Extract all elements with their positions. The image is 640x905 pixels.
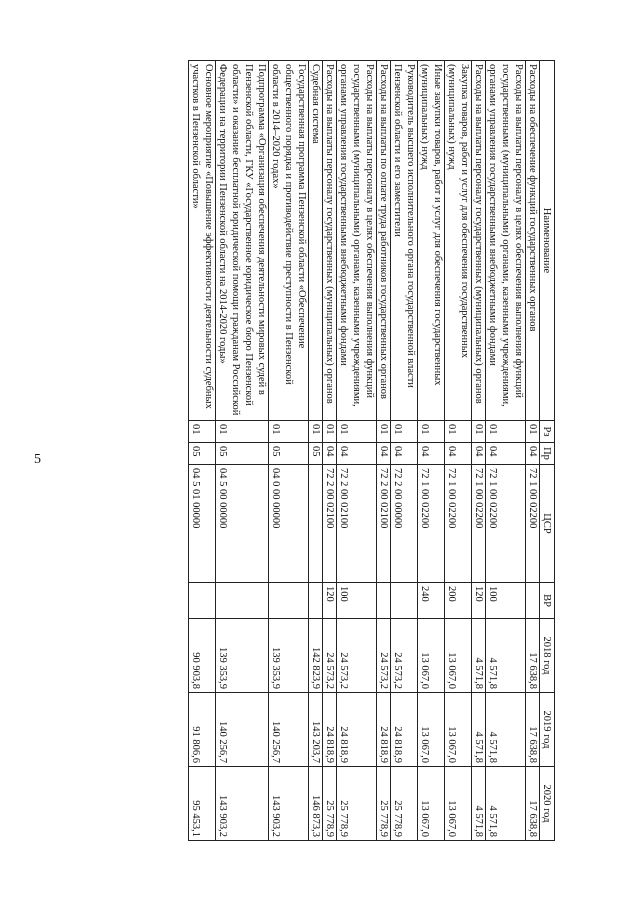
- cell-csr: 72 1 00 02200: [445, 465, 472, 583]
- header-2018: 2018 год: [540, 619, 555, 693]
- cell-2019: 24 818,9: [377, 693, 391, 767]
- cell-csr: 72 2 00 02100: [323, 465, 337, 583]
- cell-csr: 04 5 00 00000: [216, 465, 269, 583]
- header-pr: Пр: [540, 443, 555, 465]
- header-csr: ЦСР: [540, 465, 555, 583]
- cell-pr: 04: [391, 443, 418, 465]
- cell-2019: 24 818,9: [323, 693, 337, 767]
- page-number: 5: [34, 452, 41, 467]
- table-header-row: [540, 61, 555, 841]
- cell-2020: 25 778,9: [337, 767, 377, 841]
- cell-2018: 90 903,8: [189, 619, 216, 693]
- cell-2020: 143 903,2: [269, 767, 309, 841]
- cell-vr: 100: [486, 583, 526, 619]
- cell-2020: 25 778,9: [323, 767, 337, 841]
- cell-rz: 01: [377, 421, 391, 443]
- cell-rz: 01: [337, 421, 377, 443]
- cell-rz: 01: [418, 421, 445, 443]
- cell-2018: 139 353,9: [269, 619, 309, 693]
- cell-rz: 01: [391, 421, 418, 443]
- cell-pr: 04: [472, 443, 486, 465]
- table-row: [391, 61, 418, 841]
- cell-vr: 200: [445, 583, 472, 619]
- cell-2018: 4 571,8: [472, 619, 486, 693]
- cell-2019: 140 256,7: [269, 693, 309, 767]
- cell-2020: 25 778,9: [391, 767, 418, 841]
- cell-vr: [391, 583, 418, 619]
- cell-2019: 143 203,7: [309, 693, 323, 767]
- cell-vr: 120: [472, 583, 486, 619]
- cell-name: Руководитель высшего исполнительного органа государственной власти Пензенской области и его заместители: [391, 61, 418, 421]
- cell-pr: 04: [418, 443, 445, 465]
- table-row: [445, 61, 472, 841]
- cell-name: Закупка товаров, работ и услуг для обеспечения государственных (муниципальных) нужд: [445, 61, 472, 421]
- rotated-table-wrapper: [85, 60, 555, 840]
- cell-csr: 72 1 00 02200: [472, 465, 486, 583]
- header-vr: ВР: [540, 583, 555, 619]
- cell-2019: 13 067,0: [445, 693, 472, 767]
- cell-2019: 4 571,8: [486, 693, 526, 767]
- cell-2020: 4 571,8: [472, 767, 486, 841]
- cell-2020: 25 778,9: [377, 767, 391, 841]
- cell-2018: 24 573,2: [377, 619, 391, 693]
- cell-2020: 143 903,2: [216, 767, 269, 841]
- cell-pr: 04: [337, 443, 377, 465]
- table-row: [472, 61, 486, 841]
- table-row: [269, 61, 309, 841]
- cell-2019: 24 818,9: [337, 693, 377, 767]
- cell-pr: 04: [526, 443, 540, 465]
- cell-vr: 120: [323, 583, 337, 619]
- cell-2018: 24 573,2: [323, 619, 337, 693]
- cell-rz: 01: [445, 421, 472, 443]
- cell-2020: 13 067,0: [445, 767, 472, 841]
- cell-name: Основное мероприятие «Повышение эффективности деятельности судебных участков в Пензенской области»: [189, 61, 216, 421]
- cell-csr: 72 2 00 02100: [337, 465, 377, 583]
- cell-rz: 01: [216, 421, 269, 443]
- cell-pr: 05: [216, 443, 269, 465]
- cell-2020: 95 453,1: [189, 767, 216, 841]
- cell-name: Государственная программа Пензенской области «Обеспечение общественного порядка и противодействие преступности в Пензенской области в 2014–2020 годах»: [269, 61, 309, 421]
- cell-2018: 17 638,8: [526, 619, 540, 693]
- cell-rz: 01: [323, 421, 337, 443]
- cell-rz: 01: [472, 421, 486, 443]
- cell-csr: 72 1 00 02200: [418, 465, 445, 583]
- cell-rz: 01: [269, 421, 309, 443]
- table-body: [189, 61, 540, 841]
- cell-csr: 72 1 00 02200: [486, 465, 526, 583]
- cell-vr: [526, 583, 540, 619]
- cell-name: Расходы на обеспечение функций государственных органов: [526, 61, 540, 421]
- cell-pr: 05: [189, 443, 216, 465]
- cell-2020: 4 571,8: [486, 767, 526, 841]
- cell-csr: 72 2 00 02100: [377, 465, 391, 583]
- cell-name: Подпрограмма «Организация обеспечения деятельности мировых судей в Пензенской области, ГКУ «Государственное юридическое бюро Пензенской области» и оказание бесплатной юридической помощи гражданам Российской Федерации на территории Пензенской области на 2014-2020 годы»: [216, 61, 269, 421]
- cell-2018: 13 067,0: [445, 619, 472, 693]
- cell-csr: 72 2 00 00000: [391, 465, 418, 583]
- cell-pr: 04: [445, 443, 472, 465]
- cell-2018: 24 573,2: [391, 619, 418, 693]
- table-row: [323, 61, 337, 841]
- cell-csr: [309, 465, 323, 583]
- cell-name: Расходы на выплаты персоналу государственных (муниципальных) органов: [472, 61, 486, 421]
- cell-name: Иные закупки товаров, работ и услуг для обеспечения государственных (муниципальных) нужд: [418, 61, 445, 421]
- cell-2018: 139 353,9: [216, 619, 269, 693]
- cell-vr: [309, 583, 323, 619]
- header-rz: Рз: [540, 421, 555, 443]
- cell-rz: 01: [309, 421, 323, 443]
- cell-2019: 4 571,8: [472, 693, 486, 767]
- cell-2018: 24 573,2: [337, 619, 377, 693]
- cell-pr: 05: [309, 443, 323, 465]
- cell-vr: 100: [337, 583, 377, 619]
- table-row: [377, 61, 391, 841]
- cell-vr: [216, 583, 269, 619]
- cell-vr: [189, 583, 216, 619]
- cell-2019: 91 806,6: [189, 693, 216, 767]
- cell-pr: 04: [323, 443, 337, 465]
- cell-vr: 240: [418, 583, 445, 619]
- cell-2019: 13 067,0: [418, 693, 445, 767]
- cell-vr: [377, 583, 391, 619]
- cell-rz: 01: [526, 421, 540, 443]
- cell-2018: 4 571,8: [486, 619, 526, 693]
- cell-vr: [269, 583, 309, 619]
- cell-csr: 04 0 00 00000: [269, 465, 309, 583]
- cell-2020: 13 067,0: [418, 767, 445, 841]
- table-row: [418, 61, 445, 841]
- header-name: Наименование: [540, 61, 555, 421]
- header-2019: 2019 год: [540, 693, 555, 767]
- cell-name: Судебная система: [309, 61, 323, 421]
- table-row: [337, 61, 377, 841]
- cell-pr: 04: [486, 443, 526, 465]
- cell-2020: 17 638,8: [526, 767, 540, 841]
- cell-name: Расходы на выплаты персоналу в целях обеспечения выполнения функций государственными (муниципальными) органами, казенными учреждениями, органами управления государственными внебюджетными фондами: [486, 61, 526, 421]
- cell-name: Расходы на выплаты по оплате труда работников государственных органов: [377, 61, 391, 421]
- cell-2019: 140 256,7: [216, 693, 269, 767]
- budget-table: [188, 60, 555, 841]
- header-2020: 2020 год: [540, 767, 555, 841]
- cell-2020: 146 873,3: [309, 767, 323, 841]
- cell-rz: 01: [486, 421, 526, 443]
- cell-2019: 17 638,8: [526, 693, 540, 767]
- cell-csr: 72 1 00 02200: [526, 465, 540, 583]
- table-row: [309, 61, 323, 841]
- cell-2018: 13 067,0: [418, 619, 445, 693]
- cell-pr: 04: [377, 443, 391, 465]
- cell-csr: 04 5 01 00000: [189, 465, 216, 583]
- table-row: [486, 61, 526, 841]
- table-row: [526, 61, 540, 841]
- table-row: [189, 61, 216, 841]
- cell-name: Расходы на выплаты персоналу в целях обеспечения выполнения функций государственными (муниципальными) органами, казенными учреждениями, органами управления государственными внебюджетными фондами: [337, 61, 377, 421]
- cell-pr: 05: [269, 443, 309, 465]
- cell-2019: 24 818,9: [391, 693, 418, 767]
- cell-name: Расходы на выплаты персоналу государственных (муниципальных) органов: [323, 61, 337, 421]
- table-row: [216, 61, 269, 841]
- cell-rz: 01: [189, 421, 216, 443]
- cell-2018: 142 823,9: [309, 619, 323, 693]
